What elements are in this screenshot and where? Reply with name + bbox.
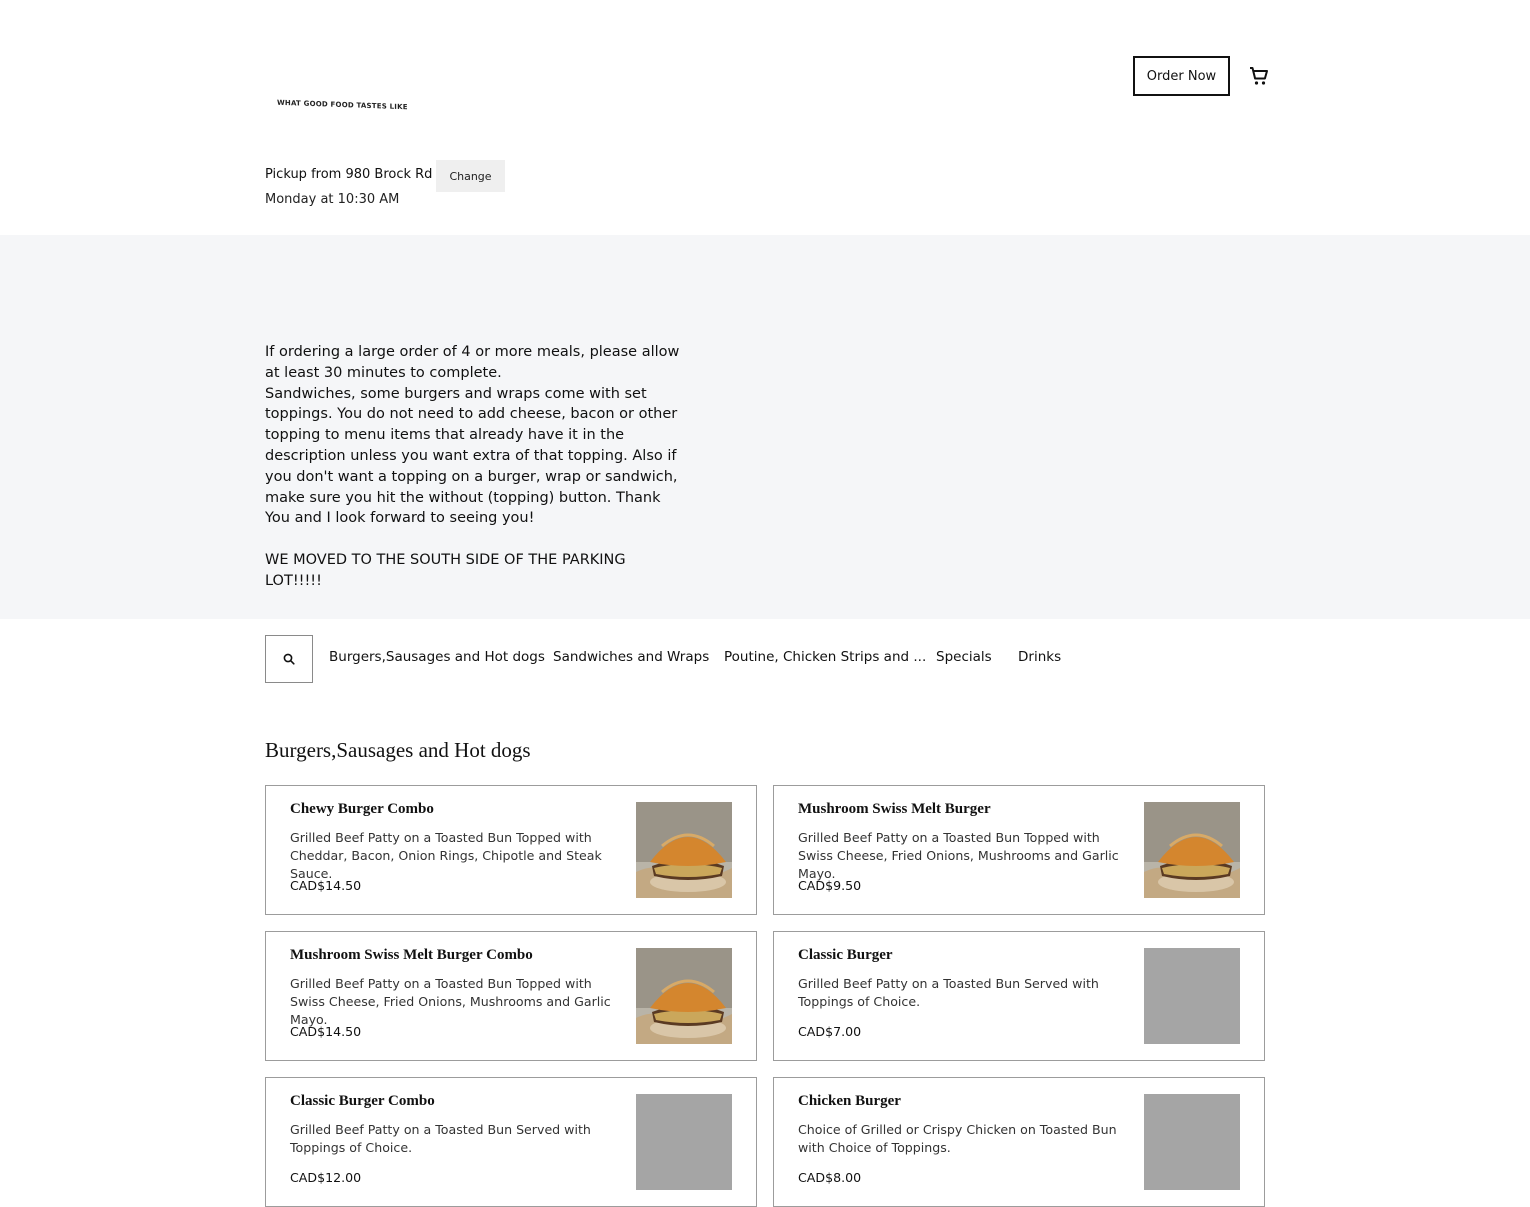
menu-item-card[interactable] <box>773 1077 1265 1207</box>
menu-item-description: Grilled Beef Patty on a Toasted Bun Served with Toppings of Choice. <box>798 976 1099 1009</box>
menu-item-price: CAD$7.00 <box>798 1024 862 1039</box>
section-title: Burgers,Sausages and Hot dogs <box>265 738 531 762</box>
menu-item-card[interactable] <box>773 931 1265 1061</box>
menu-item-price: CAD$9.50 <box>798 878 862 893</box>
search-button[interactable] <box>265 635 313 683</box>
menu-item-name: Mushroom Swiss Melt Burger Combo <box>290 947 533 963</box>
menu-item-name: Chewy Burger Combo <box>290 801 434 817</box>
menu-item-card[interactable] <box>265 931 757 1061</box>
menu-item-photo <box>636 802 732 898</box>
category-tab-specials[interactable]: Specials <box>936 649 992 665</box>
menu-item-image-placeholder <box>1144 948 1240 1044</box>
menu-item-name: Classic Burger Combo <box>290 1093 435 1109</box>
menu-item-description: Grilled Beef Patty on a Toasted Bun Topped with Swiss Cheese, Fried Onions, Mushrooms and Garlic Mayo. <box>798 830 1119 881</box>
logo[interactable]: WHAT GOOD FOOD TASTES LIKE <box>277 98 408 112</box>
category-tab-poutine[interactable]: Poutine, Chicken Strips and ... <box>724 649 927 665</box>
pickup-time: Monday at 10:30 AM <box>265 192 400 207</box>
menu-item-price: CAD$14.50 <box>290 878 362 893</box>
menu-item-card[interactable] <box>265 785 757 915</box>
pickup-location: Pickup from 980 Brock Rd <box>265 167 433 182</box>
notice-paragraph: Sandwiches, some burgers and wraps come with set toppings. You do not need to add cheese, bacon or other topping to menu items that already have it in the description unless you want extra of that topping. Also if you don't want a topping on a burger, wrap or sandwich, make sure you hit the without (topping) button. Thank You and I look forward to seeing you! <box>265 385 678 527</box>
menu-item-description: Grilled Beef Patty on a Toasted Bun Topped with Swiss Cheese, Fried Onions, Mushrooms and Garlic Mayo. <box>290 976 611 1027</box>
menu-item-photo <box>1144 802 1240 898</box>
menu-item-name: Mushroom Swiss Melt Burger <box>798 801 991 817</box>
menu-item-price: CAD$12.00 <box>290 1170 362 1185</box>
menu-item-name: Classic Burger <box>798 947 893 963</box>
notice-paragraph: If ordering a large order of 4 or more meals, please allow at least 30 minutes to complete. <box>265 344 680 381</box>
menu-item-description: Grilled Beef Patty on a Toasted Bun Served with Toppings of Choice. <box>290 1122 591 1155</box>
menu-item-description: Choice of Grilled or Crispy Chicken on Toasted Bun with Choice of Toppings. <box>798 1122 1117 1155</box>
cart-icon[interactable] <box>1247 64 1271 88</box>
order-now-button[interactable]: Order Now <box>1133 56 1230 96</box>
menu-item-card[interactable] <box>773 785 1265 915</box>
menu-item-image-placeholder <box>1144 1094 1240 1190</box>
menu-item-name: Chicken Burger <box>798 1093 901 1109</box>
notice-text <box>265 342 680 592</box>
menu-item-description: Grilled Beef Patty on a Toasted Bun Topped with Cheddar, Bacon, Onion Rings, Chipotle and Steak Sauce. <box>290 830 602 881</box>
category-tab-drinks[interactable]: Drinks <box>1018 649 1062 665</box>
menu-item-price: CAD$8.00 <box>798 1170 862 1185</box>
notice-banner <box>0 235 1530 619</box>
category-tab-burgers[interactable]: Burgers,Sausages and Hot dogs <box>329 649 545 665</box>
notice-paragraph: WE MOVED TO THE SOUTH SIDE OF THE PARKING LOT!!!!! <box>265 552 626 589</box>
change-pickup-button[interactable]: Change <box>436 160 505 192</box>
search-icon <box>283 653 295 665</box>
menu-item-card[interactable] <box>265 1077 757 1207</box>
menu-item-photo <box>636 948 732 1044</box>
menu-item-price: CAD$14.50 <box>290 1024 362 1039</box>
category-tab-sandwiches[interactable]: Sandwiches and Wraps <box>553 649 710 665</box>
menu-item-image-placeholder <box>636 1094 732 1190</box>
